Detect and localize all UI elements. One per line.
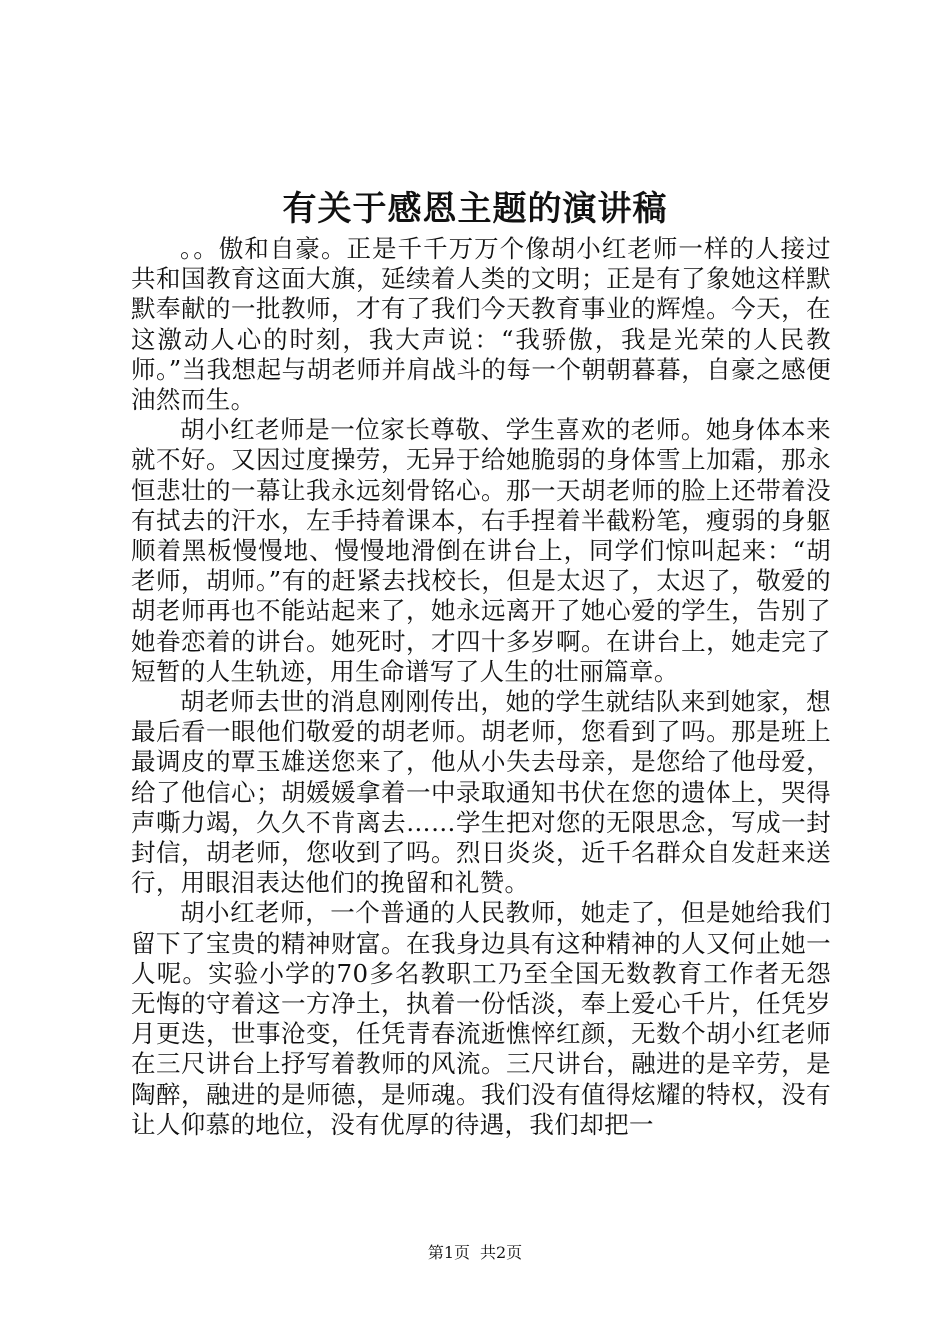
paragraph: 胡小红老师是一位家长尊敬、学生喜欢的老师。她身体本来就不好。又因过度操劳，无异于给她脆弱的身体雪上加霜，那永恒悲壮的一幕让我永远刻骨铭心。那一天胡老师的脸上还带着没有拭去的汗水，左手持着课本，右手捏着半截粉笔，瘦弱的身躯顺着黑板慢慢地、慢慢地滑倒在讲台上，同学们惊叫起来：“胡老师，胡师。”有的赶紧去找校长，但是太迟了，太迟了，敬爱的胡老师再也不能站起来了，她永远离开了她心爱的学生，告别了她眷恋着的讲台。她死时，才四十多岁啊。在讲台上，她走完了短暂的人生轨迹，用生命谱写了人生的壮丽篇章。 (131, 415, 831, 686)
page-title: 有关于感恩主题的演讲稿 (282, 189, 668, 229)
paragraph: 。。傲和自豪。正是千千万万个像胡小红老师一样的人接过共和国教育这面大旗，延续着人类的文明；正是有了象她这样默默奉献的一批教师，才有了我们今天教育事业的辉煌。今天，在这激动人心的时刻，我大声说：“我骄傲，我是光荣的人民教师。”当我想起与胡老师并肩战斗的每一个朝朝暮暮，自豪之感便油然而生。 (131, 234, 831, 415)
paragraph: 胡老师去世的消息刚刚传出，她的学生就结队来到她家，想最后看一眼他们敬爱的胡老师。胡老师，您看到了吗。那是班上最调皮的覃玉雄送您来了，他从小失去母亲，是您给了他母爱，给了他信心；胡媛媛拿着一中录取通知书伏在您的遗体上，哭得声嘶力竭，久久不肯离去……学生把对您的无限思念，写成一封封信，胡老师，您收到了吗。烈日炎炎，近千名群众自发赶来送行，用眼泪表达他们的挽留和礼赞。 (131, 687, 831, 898)
page-footer (0, 1241, 950, 1265)
page-total: 共2页 (480, 1243, 523, 1262)
document-body (131, 234, 831, 1140)
page-number: 第1页 (427, 1243, 470, 1262)
paragraph: 胡小红老师，一个普通的人民教师，她走了，但是她给我们留下了宝贵的精神财富。在我身边具有这种精神的人又何止她一人呢。实验小学的70多名教职工乃至全国无数教育工作者无怨无悔的守着这一方净土，执着一份恬淡，奉上爱心千片，任凭岁月更迭，世事沧变，任凭青春流逝憔悴红颜，无数个胡小红老师在三尺讲台上抒写着教师的风流。三尺讲台，融进的是辛劳，是陶醉，融进的是师德，是师魂。我们没有值得炫耀的特权，没有让人仰慕的地位，没有优厚的待遇，我们却把一 (131, 898, 831, 1139)
